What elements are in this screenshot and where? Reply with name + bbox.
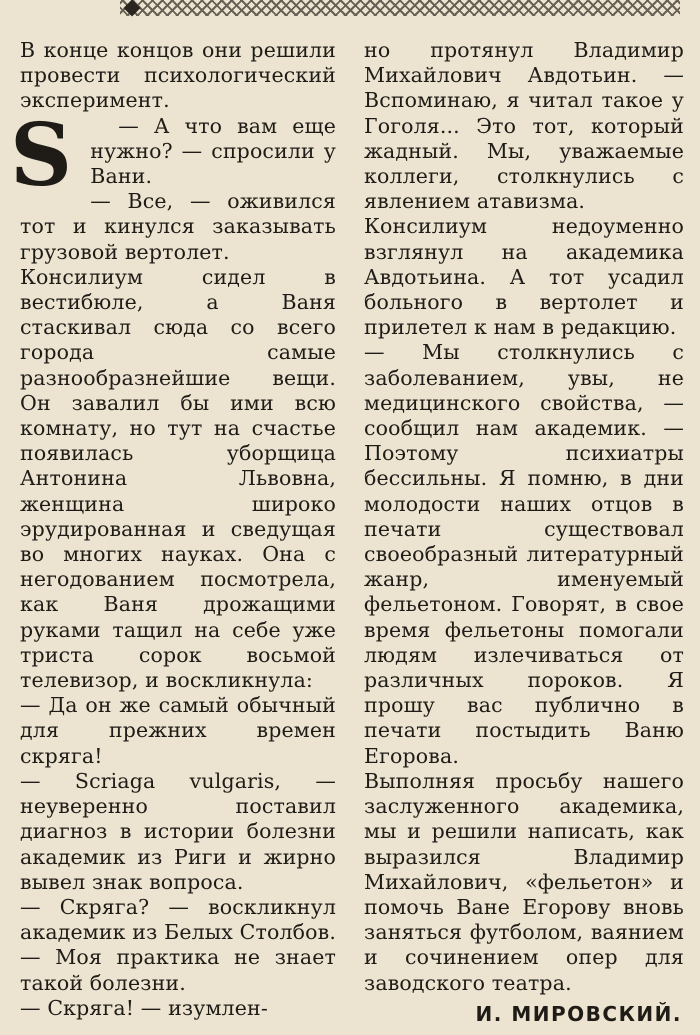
author-signature: И. МИРОВСКИЙ. <box>475 1001 682 1026</box>
paragraph: — Скряга? — воскликнул академик из Белых Столбов. — Моя практика не знает такой болезни. <box>20 894 336 995</box>
paragraph: Консилиум сидел в вестибюле, а Ваня стаскивал сюда со всего города самые разнообразнейшие вещи. Он завалил бы ими всю комнату, но тут на счастье появилась уборщица Антонина Львовна, женщина широко эрудированная и сведущая во многих науках. Она с негодованием посмотрела, как Ваня дрожащими руками тащил на себе уже триста сорок восьмой телевизор, и воскликнула: <box>20 264 336 693</box>
paragraph: — Scriaga vulgaris, — неуверенно поставил диагноз в истории болезни академик из Риги и жирно вывел знак вопроса. <box>20 768 336 894</box>
paragraph: — Да он же самый обычный для прежних времен скряга! <box>20 693 336 768</box>
paragraph: — Все, — оживился тот и кинулся заказывать грузовой вертолет. <box>20 189 336 264</box>
decorative-border <box>120 0 680 16</box>
paragraph: — А что вам еще нужно? — спросили у Вани. <box>90 113 336 189</box>
paragraph: — Скряга! — изумлен- <box>20 995 268 1020</box>
paragraph: В конце концов они решили провести психологический эксперимент. <box>20 38 336 113</box>
paragraph: — Мы столкнулись с заболеванием, увы, не медицинского свойства, — сообщил нам академик. — Поэтому психиатры бессильны. Я помню, в дни молодости наших отцов в печати существовал своеобразный литературный жанр, именуемый фельетоном. Говорят, в свое время фельетоны помогали людям излечиваться от различных пороков. Я прошу вас публично в печати постыдить Ваню Егорова. <box>364 340 684 768</box>
paragraph: но протянул Владимир Михайлович Авдотьин. — Вспоминаю, я читал такое у Гоголя... Это тот, который жадный. Мы, уважаемые коллеги, столкнулись с явлением атавизма. <box>364 38 684 214</box>
left-column <box>10 38 336 1021</box>
right-column <box>364 38 684 1027</box>
paragraph: Консилиум недоуменно взглянул на академика Авдотьина. А тот усадил больного в вертолет и прилетел к нам в редакцию. <box>364 214 684 340</box>
drop-cap: S <box>10 104 73 206</box>
paragraph: Выполняя просьбу нашего заслуженного академика, мы и решили написать, как выразился Владимир Михайлович, «фельетон» и помочь Ване Егорову вновь заняться футболом, ваянием и сочинением опер для заводского театра. <box>364 768 684 995</box>
